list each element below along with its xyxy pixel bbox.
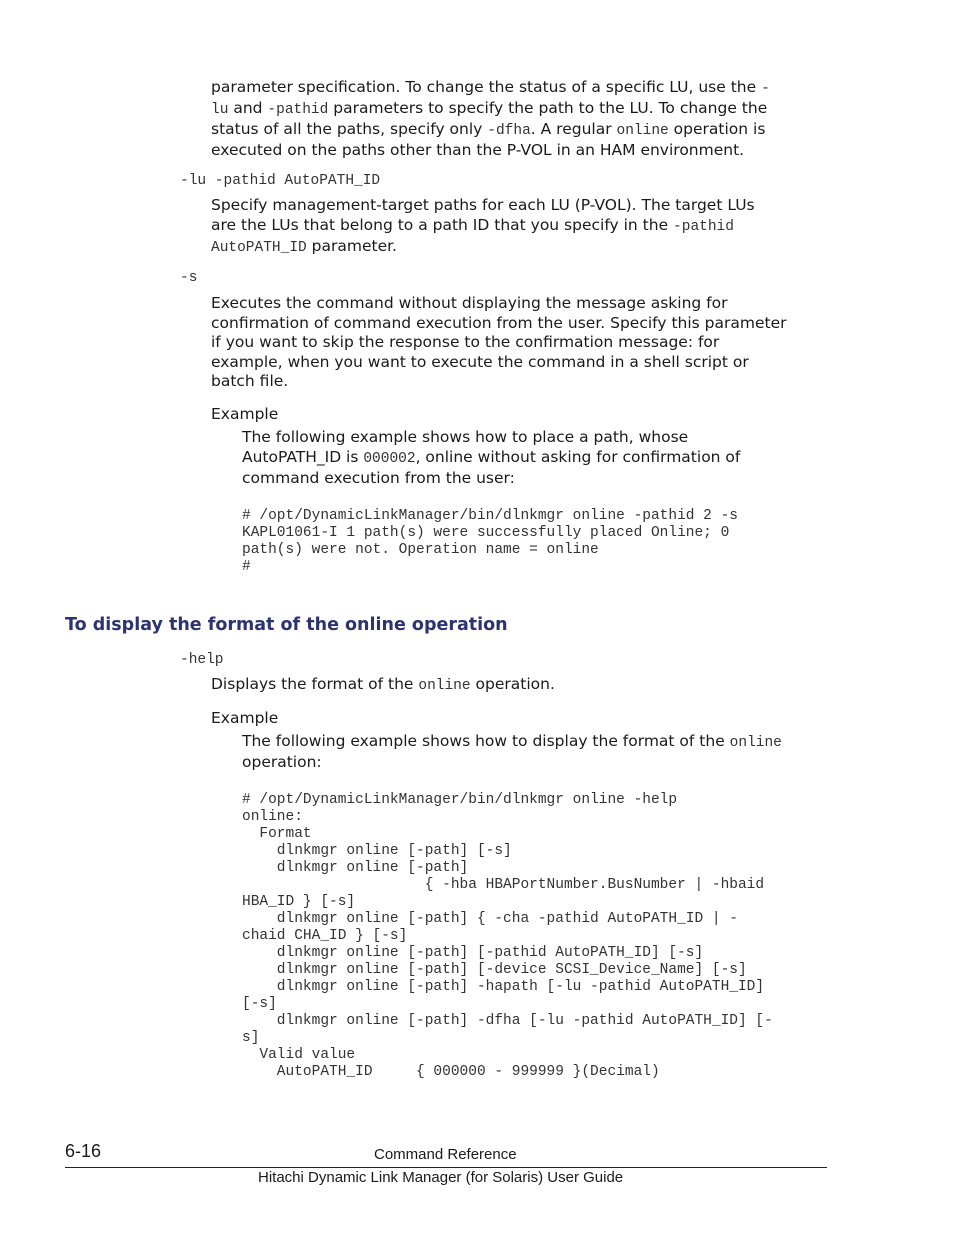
text: , online without asking for confirmation of: [415, 448, 741, 466]
inline-code: online: [418, 678, 471, 694]
inline-code: -dfha: [487, 123, 531, 139]
help-example-line-1: [242, 731, 782, 754]
lu-pathid-line-3: [211, 236, 397, 259]
inline-code: AutoPATH_ID: [211, 240, 307, 256]
help-desc-line: [211, 674, 555, 697]
code-block-help-example: # /opt/DynamicLinkManager/bin/dlnkmgr online -help online: Format dlnkmgr online [-path] [-s] dlnkmgr online [-path] { -hba HBAPortNumber.BusNumber | -hbaid HBA_ID } [-s] dlnkmgr online [-path] { -cha -pathid AutoPATH_ID | - chaid CHA_ID } [-s] dlnkmgr online [-path] [-pathid AutoPATH_ID] [-s] dlnkmgr online [-path] [-device SCSI_Device_Name] [-s] dlnkmgr online [-path] -hapath [-lu -pathid AutoPATH_ID] [-s] dlnkmgr online [-path] -dfha [-lu -pathid AutoPATH_ID] [- s] Valid value AutoPATH_ID { 000000 - 999999 }(Decimal): [242, 792, 773, 1080]
example-label: Example: [211, 709, 279, 727]
intro-line-1: [211, 77, 770, 100]
page-number: 6-16: [65, 1141, 102, 1161]
footer-section-title: Command Reference: [374, 1146, 517, 1163]
inline-code: online: [729, 735, 782, 751]
text: parameter specification. To change the status of a specific LU, use the: [211, 78, 762, 96]
s-desc-line-1: Executes the command without displaying the message asking for: [211, 294, 728, 312]
section-heading: To display the format of the online operation: [65, 615, 508, 635]
text: The following example shows how to display the format of the: [242, 732, 730, 750]
code-block-s-example: # /opt/DynamicLinkManager/bin/dlnkmgr online -pathid 2 -s KAPL01061-I 1 path(s) were successfully placed Online; 0 path(s) were not. Operation name = online #: [242, 508, 738, 575]
text: are the LUs that belong to a path ID that you specify in the: [211, 216, 674, 234]
s-desc-line-3: if you want to skip the response to the confirmation message: for: [211, 333, 720, 351]
inline-code: lu: [211, 102, 229, 118]
lu-pathid-line-1: Specify management-target paths for each LU (P-VOL). The target LUs: [211, 196, 755, 214]
param-term-help: -help: [180, 652, 224, 668]
param-term-s: -s: [180, 270, 198, 286]
text: and: [228, 99, 268, 117]
s-desc-line-5: batch file.: [211, 372, 289, 390]
intro-line-3: [211, 119, 765, 142]
text: Displays the format of the: [211, 675, 419, 693]
text: status of all the paths, specify only: [211, 120, 488, 138]
inline-code: -: [761, 81, 770, 97]
example-label: Example: [211, 405, 279, 423]
footer-book-title: Hitachi Dynamic Link Manager (for Solaris) User Guide: [258, 1169, 624, 1186]
text: parameter.: [306, 237, 397, 255]
s-example-line-1: The following example shows how to place a path, whose: [242, 428, 689, 446]
text: operation is: [668, 120, 766, 138]
lu-pathid-line-2: [211, 215, 734, 238]
s-desc-line-2: confirmation of command execution from the user. Specify this parameter: [211, 314, 787, 332]
param-term-lu-pathid: -lu -pathid AutoPATH_ID: [180, 173, 381, 189]
text: AutoPATH_ID is: [242, 448, 364, 466]
s-example-line-2: [242, 447, 740, 470]
intro-line-2: [211, 98, 767, 121]
inline-code: 000002: [363, 451, 416, 467]
inline-code: online: [616, 123, 669, 139]
s-desc-line-4: example, when you want to execute the command in a shell script or: [211, 353, 749, 371]
inline-code: -pathid: [673, 219, 734, 235]
text: operation.: [470, 675, 555, 693]
intro-line-4: executed on the paths other than the P-VOL in an HAM environment.: [211, 141, 745, 159]
s-example-line-3: command execution from the user:: [242, 469, 515, 487]
help-example-line-2: operation:: [242, 753, 322, 771]
text: . A regular: [530, 120, 617, 138]
footer-rule: [65, 1167, 827, 1168]
text: parameters to specify the path to the LU. To change the: [328, 99, 768, 117]
inline-code: -pathid: [267, 102, 329, 118]
